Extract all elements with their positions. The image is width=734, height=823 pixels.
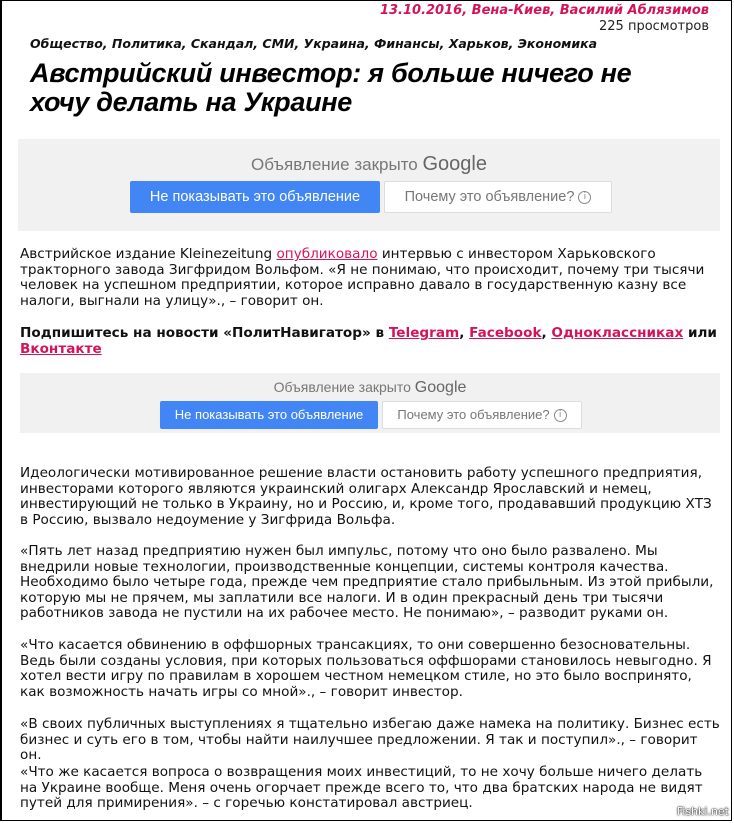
hide-ad-button[interactable]: Не показывать это объявление [130,181,380,213]
subscribe-separator: или [683,325,717,341]
category-tags[interactable]: Общество, Политика, Скандал, СМИ, Украина, Финансы, Харьков, Экономика [30,36,598,51]
google-logo-text: Google [414,379,467,396]
paragraph-6: «Что же касается вопроса о возвращения моих инвестиций, то не хочу больше ничего делать на Украине вообще. Меня очень огорчает прежде всего то, что два братских народа не видят путей для примирения». – с горечью констатировал австриец. [20,764,703,812]
ad-closed-label [20,379,720,397]
ad-block-middle [20,373,720,433]
hide-ad-button[interactable]: Не показывать это объявление [160,401,378,429]
subscribe-separator: , [541,325,552,341]
ad-block-top [18,139,720,231]
why-this-ad-button[interactable] [382,401,582,429]
paragraph-intro-start: Австрийское издание Kleinezeitung [20,246,277,262]
watermark: Fishki.net [676,805,729,818]
ad-closed-label [18,153,720,176]
google-logo-text: Google [422,153,487,175]
telegram-link[interactable]: Telegram [388,325,460,341]
why-this-ad-label: Почему это объявление? [397,407,550,422]
info-icon: i [554,409,567,422]
view-count: 225 просмотров [599,19,709,34]
odnoklassniki-link[interactable]: Одноклассниках [551,325,684,341]
date-author-line: 13.10.2016, Вена-Киев, Василий Аблязимов [379,3,709,18]
why-this-ad-label: Почему это объявление? [404,189,575,205]
subscribe-line [20,326,720,357]
paragraph-intro [20,247,720,309]
vkontakte-link[interactable]: Вконтакте [20,340,102,357]
paragraph-2: Идеологически мотивированное решение власти остановить работу успешного предприятия, инвесторами которого являются украинский олигарх Александр Ярославский и немец, инвестирующий не только в Украину, но и Россию, и, кроме того, продававший продукцию ХТЗ в Россию, вызвало недоумение у Зигфрида Вольфа. [20,465,712,528]
ad-closed-text: Объявление закрыто [251,155,423,174]
why-this-ad-button[interactable] [384,181,612,213]
ad-closed-text: Объявление закрыто [273,379,415,395]
paragraph-3: «Пять лет назад предприятию нужен был импульс, потому что оно было развалено. Мы внедрили новые технологии, производственные концепции, системы контроля качества. Необходимо было четыре года, прежде чем предприятие стало прибыльным. Из этой прибыли, которую мы не прячем, мы заплатили все налоги. И в один прекрасный день три тысячи работников завода не пустили на их рабочее место. Не понимаю», – разводит руками он. [20,543,714,622]
paragraph-intro-end: интервью с инвестором Харьковского тракторного завода Зигфридом Вольфом. «Я не понимаю, что происходит, почему три тысячи человек на успешном предприятии, которое исправно давало в государственную казну все налоги, выгнали на улицу»., – говорит он. [20,246,705,309]
subscribe-prefix: Подпишитесь на новости «ПолитНавигатор» в [20,325,389,341]
subscribe-separator: , [459,325,470,341]
paragraph-4: «Что касается обвинению в оффшорных трансакциях, то они совершенно безосновательны. Ведь были созданы условия, при которых пользоваться оффшорами становилось невыгодно. Я хотел вести игру по правилам в хорошем честном немецком стиле, но это было воспринято, как возможность начать игры со мной»., – говорит инвестор. [20,637,712,700]
published-link[interactable]: опубликовало [276,246,378,262]
paragraph-5: «В своих публичных выступлениях я тщательно избегаю даже намека на политику. Бизнес есть бизнес и суть его в том, чтобы найти наилучшее предложении. Я так и поступил»., – говорит он. [20,716,720,764]
article-title: Австрийский инвестор: я больше ничего не хочу делать на Украине [30,58,632,117]
info-icon: i [578,191,591,204]
facebook-link[interactable]: Facebook [469,325,542,341]
